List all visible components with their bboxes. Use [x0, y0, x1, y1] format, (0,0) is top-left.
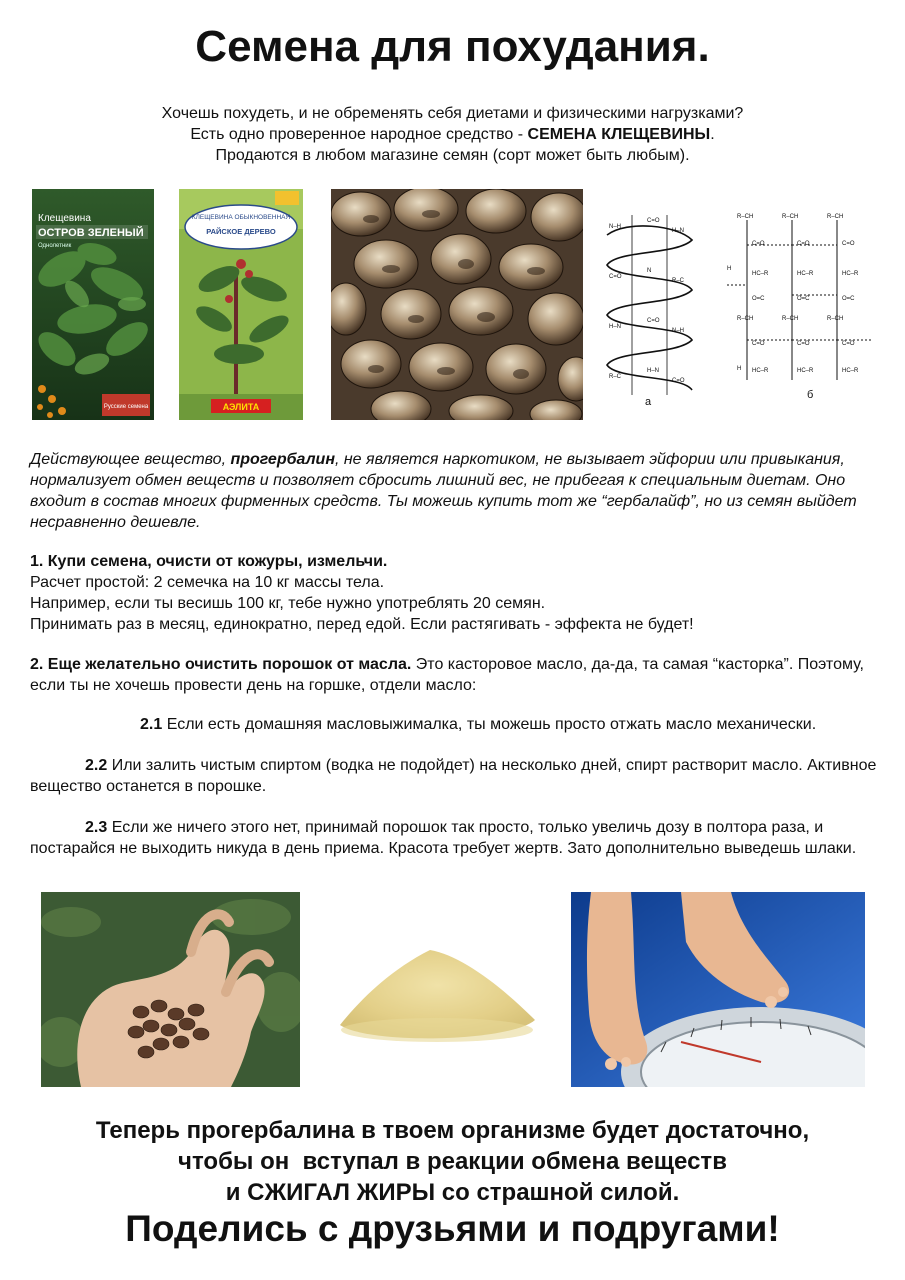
- svg-text:N: N: [647, 268, 652, 274]
- svg-text:N–H: N–H: [672, 328, 685, 334]
- svg-text:H: H: [737, 366, 742, 372]
- step-2-2-number: 2.2: [85, 757, 108, 774]
- svg-text:N–H: N–H: [609, 224, 622, 230]
- svg-text:R–CH: R–CH: [737, 214, 754, 220]
- svg-text:O=C: O=C: [797, 296, 810, 302]
- active-substance-paragraph: Действующее вещество, прогербалин, не является наркотиком, не вызывает эйфории или привыкания, нормализует обмен веществ и позволяет сбросить лишний вес, не прибегая к специальным диетам. Оно входит в состав многих фирменных средств. Ты можешь купить тот же “гербалайф”, но из семян выйдет несравненно дешевле.: [30, 451, 857, 531]
- svg-text:HC–R: HC–R: [752, 271, 769, 277]
- svg-text:C=O: C=O: [797, 241, 810, 247]
- packet2-name: КЛЕЩЕВИНА ОБЫКНОВЕННАЯ: [191, 214, 291, 221]
- svg-text:O=C: O=C: [752, 296, 765, 302]
- seed-packet-ostrov-zeleny-image: [32, 189, 154, 420]
- step-1-line-1: Расчет простой: 2 семечка на 10 кг массы тела.: [30, 574, 385, 591]
- svg-text:R–CH: R–CH: [737, 316, 754, 322]
- svg-text:H: H: [727, 266, 732, 272]
- svg-text:C=O: C=O: [647, 318, 660, 324]
- svg-text:R–CH: R–CH: [782, 214, 799, 220]
- step-2-2: [30, 755, 880, 797]
- svg-text:HC–R: HC–R: [842, 368, 859, 374]
- svg-text:H–N: H–N: [609, 324, 622, 330]
- share-call-to-action: Поделись с друзьями и подругами!: [125, 1208, 780, 1249]
- step-1-heading: 1. Купи семена, очисти от кожуры, измельчи.: [30, 553, 388, 570]
- svg-text:HC–R: HC–R: [842, 271, 859, 277]
- svg-text:R–CH: R–CH: [827, 316, 844, 322]
- svg-text:HC–R: HC–R: [797, 368, 814, 374]
- svg-text:C=O: C=O: [752, 341, 765, 347]
- seed-packet-raiskoe-derevo-image: [179, 189, 303, 420]
- step-2-2-text: Или залить чистым спиртом (водка не подойдет) на несколько дней, спирт растворит масло. Активное вещество останется в порошке.: [30, 757, 877, 795]
- packet1-brand: Русские семена: [103, 404, 149, 410]
- step-2-heading: 2. Еще желательно очистить порошок от масла.: [30, 656, 412, 673]
- packet2-brand: АЭЛИТА: [222, 402, 260, 412]
- svg-text:C=O: C=O: [797, 341, 810, 347]
- step-2-1: [30, 714, 880, 735]
- step-1: [30, 551, 880, 635]
- svg-text:H–N: H–N: [647, 368, 660, 374]
- diagram-label-a: а: [645, 396, 652, 408]
- intro-line-3: Продаются в любом магазине семян (сорт может быть любым).: [215, 147, 690, 164]
- molecular-structure-diagram: [597, 200, 887, 415]
- svg-text:H–N: H–N: [672, 228, 685, 234]
- step-2: [30, 654, 880, 696]
- svg-text:R–CH: R–CH: [782, 316, 799, 322]
- packet1-name: Клещевина: [38, 213, 91, 224]
- step-2-3-number: 2.3: [85, 819, 108, 836]
- conclusion-line-3: и СЖИГАЛ ЖИРЫ со страшной силой.: [225, 1179, 680, 1206]
- feet-on-scale-image: [571, 892, 865, 1087]
- conclusion-line-1: Теперь прогербалина в твоем организме будет достаточно,: [95, 1117, 810, 1144]
- svg-text:HC–R: HC–R: [797, 271, 814, 277]
- intro-highlight: СЕМЕНА КЛЕЩЕВИНЫ: [527, 126, 711, 143]
- step-2-1-text: Если есть домашняя масловыжималка, ты можешь просто отжать масло механически.: [162, 716, 817, 733]
- conclusion-text: [0, 1115, 905, 1208]
- intro-line-1: Хочешь похудеть, и не обременять себя диетами и физическими нагрузками?: [161, 105, 744, 122]
- svg-text:C=O: C=O: [672, 378, 685, 384]
- active-substance-name: прогербалин: [230, 451, 335, 468]
- svg-text:HC–R: HC–R: [752, 368, 769, 374]
- packet2-variety: РАЙСКОЕ ДЕРЕВО: [206, 227, 276, 236]
- hand-with-seeds-image: [41, 892, 300, 1087]
- svg-text:C=O: C=O: [842, 241, 855, 247]
- packet1-variety: ОСТРОВ ЗЕЛЕНЫЙ: [38, 227, 144, 239]
- svg-text:O=C: O=C: [842, 296, 855, 302]
- svg-text:R–CH: R–CH: [827, 214, 844, 220]
- intro-text: [0, 103, 905, 166]
- step-1-line-2: Например, если ты весишь 100 кг, тебе нужно употреблять 20 семян.: [30, 595, 546, 612]
- step-1-line-3: Принимать раз в месяц, единократно, перед едой. Если растягивать - эффекта не будет!: [30, 616, 694, 633]
- page-title: Семена для похудания.: [195, 22, 710, 71]
- step-2-3-text: Если же ничего этого нет, принимай порошок так просто, только увеличь дозу в полтора раза, и постарайся не выходить никуда в день приема. Красота требует жертв. Зато дополнительно выведешь шлаки.: [30, 819, 857, 857]
- powder-pile-image: [330, 930, 545, 1050]
- svg-text:C=O: C=O: [752, 241, 765, 247]
- svg-text:R–C: R–C: [672, 278, 685, 284]
- svg-text:C=O: C=O: [609, 274, 622, 280]
- svg-text:R–C: R–C: [609, 374, 622, 380]
- diagram-label-b: б: [807, 389, 814, 401]
- castor-seeds-image: [331, 189, 583, 420]
- step-2-1-number: 2.1: [140, 716, 163, 733]
- svg-text:C=O: C=O: [647, 218, 660, 224]
- step-2-3: [30, 817, 880, 859]
- intro-line-2: Есть одно проверенное народное средство - СЕМЕНА КЛЕЩЕВИНЫ.: [190, 126, 715, 143]
- step-2-text: Это касторовое масло, да-да, та самая “касторка”. Поэтому, если ты не хочешь провести день на горшке, отдели масло:: [30, 656, 864, 694]
- conclusion-line-2: чтобы он вступал в реакции обмена веществ: [178, 1148, 727, 1175]
- packet1-sub: Однолетник: [38, 243, 72, 249]
- svg-text:C=O: C=O: [842, 341, 855, 347]
